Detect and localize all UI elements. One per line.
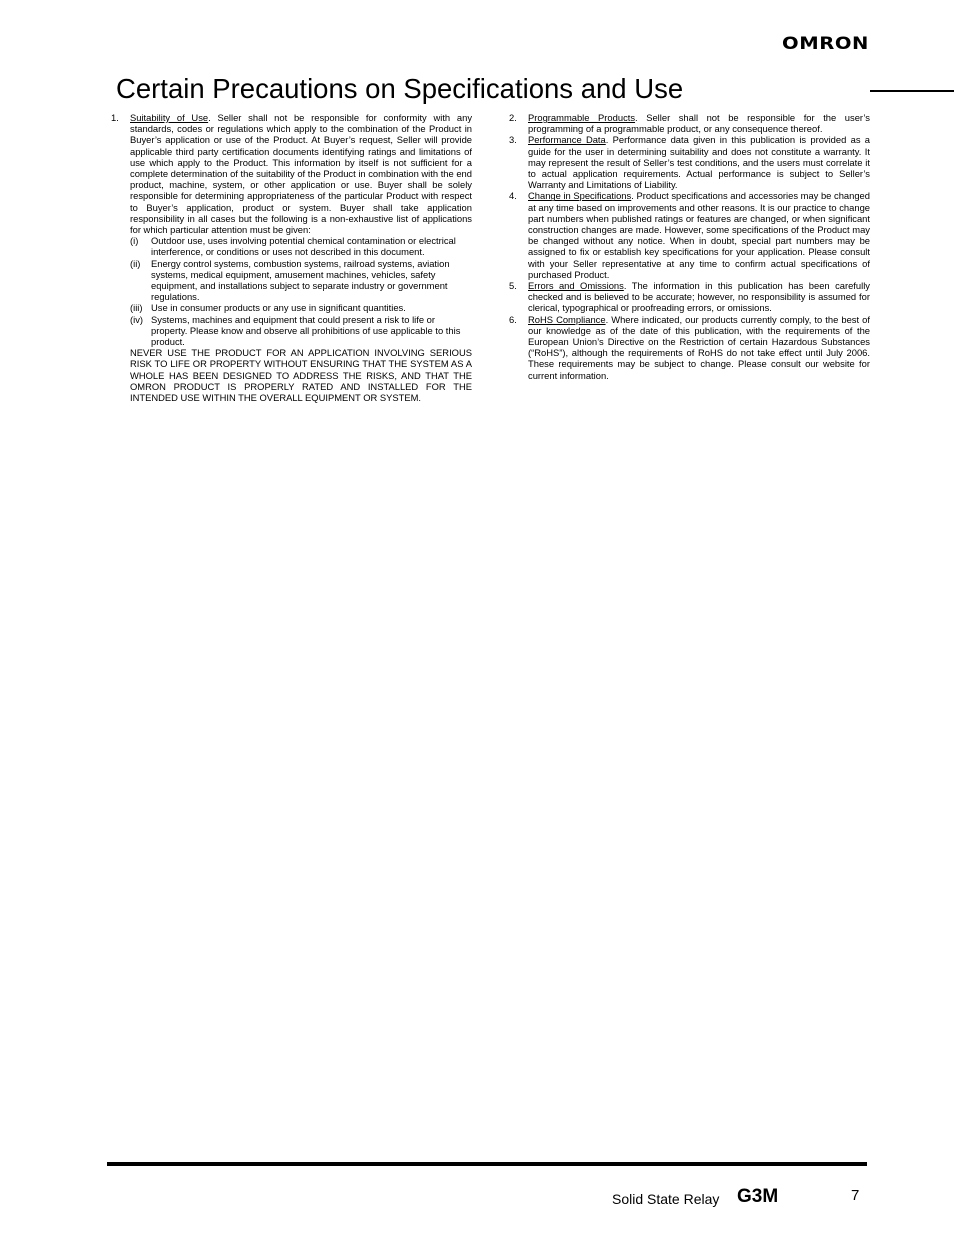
item-text: . Product specifications and accessories may be changed at any time based on improvements and other reasons. It is our practice to change part numbers when published ratings or features are changed, or when significant construction changes are made. However, some specifications of the Product may be changed without any notice. When in doubt, special part numbers may be assigned to fix or establish key specifications for your application. Please consult with your Seller representative at any time to confirm actual specifications of purchased Product. <box>528 190 870 280</box>
sub-item-number: (iv) <box>130 313 144 325</box>
sub-item-text: Systems, machines and equipment that could present a risk to life or property. Please know and observe all prohibitions of use applicable to this product. <box>151 313 461 348</box>
item-number: 6. <box>509 313 517 325</box>
footer-rule <box>107 1162 867 1166</box>
page-title: Certain Precautions on Specifications and Use <box>116 73 684 104</box>
list-item-rohs-compliance <box>509 314 870 381</box>
item-heading: Suitability of Use <box>130 112 209 123</box>
left-column <box>111 112 472 403</box>
item-heading: Programmable Products <box>528 112 636 123</box>
list-item-suitability <box>111 112 472 235</box>
item-heading: Change in Specifications <box>528 190 632 202</box>
page-number: 7 <box>851 1187 860 1204</box>
item-text: . Where indicated, our products currently comply, to the best of our knowledge as of the date of this publication, with the requirements of the European Union’s Directive on the Restriction of certain Hazardous Substances (“RoHS”), although the requirements of RoHS do not take effect until July 2006. These requirements may be subject to change. Please consult our website for current information. <box>528 313 870 381</box>
sub-item-number: (ii) <box>130 257 141 269</box>
sub-item <box>130 235 472 257</box>
sub-item <box>130 314 472 348</box>
sub-item <box>130 258 472 303</box>
item-number: 3. <box>509 134 517 146</box>
list-item-change-in-specifications <box>509 190 870 280</box>
sub-item-text: Energy control systems, combustion systems, railroad systems, aviation systems, medical equipment, amusement machines, vehicles, safety equipment, and installations subject to separate industry or government regulations. <box>151 257 450 303</box>
item-number: 5. <box>509 280 517 292</box>
sub-item-text: Outdoor use, uses involving potential chemical contamination or electrical interference, or conditions or uses not described in this document. <box>151 235 456 258</box>
warning-text: NEVER USE THE PRODUCT FOR AN APPLICATION INVOLVING SERIOUS RISK TO LIFE OR PROPERTY WITHOUT ENSURING THAT THE SYSTEM AS A WHOLE HAS BEEN DESIGNED TO ADDRESS THE RISKS, AND THAT THE OMRON PRODUCT IS PROPERLY RATED AND INSTALLED FOR THE INTENDED USE WITHIN THE OVERALL EQUIPMENT OR SYSTEM. <box>130 347 472 404</box>
sub-item-number: (i) <box>130 235 139 247</box>
list-item-programmable-products <box>509 112 870 134</box>
item-heading: Performance Data <box>528 134 606 146</box>
sub-item <box>130 302 472 313</box>
item-heading: Errors and Omissions <box>528 280 624 292</box>
omron-logo: OMRON <box>782 34 869 54</box>
item-text: . Performance data given in this publication is provided as a guide for the user in determining suitability and does not constitute a warranty. It may represent the result of Seller’s test conditions, and the users must correlate it to actual application requirements. Actual performance is subject to Seller’s Warranty and Limitations of Liability. <box>528 134 870 191</box>
right-column <box>509 112 870 381</box>
header-rule <box>870 90 954 92</box>
sub-item-number: (iii) <box>130 302 143 314</box>
item-number: 4. <box>509 190 517 202</box>
item-text: . Seller shall not be responsible for conformity with any standards, codes or regulations which apply to the combination of the Product in Buyer’s application or use of the Product. At Buyer’s request, Seller will provide applicable third party certification documents identifying ratings and limitations of use which apply to the Product. This information by itself is not sufficient for a complete determination of the suitability of the Product in combination with the end product, machine, system, or other application or use. Buyer shall be solely responsible for determining appropriateness of the particular Product with respect to Buyer’s application, product or system. Buyer shall take application responsibility in all cases but the following is a non-exhaustive list of applications for which particular attention must be given: <box>130 112 473 236</box>
item-number: 2. <box>509 112 517 123</box>
item-text: . Seller shall not be responsible for the user’s programming of a programmable product, or any consequence thereof. <box>528 112 870 135</box>
item-text: . The information in this publication has been carefully checked and is believed to be accurate; however, no responsibility is assumed for clerical, typographical or proofreading errors, or omissions. <box>528 280 870 314</box>
footer-model: G3M <box>737 1186 779 1207</box>
list-item-errors-and-omissions <box>509 280 870 314</box>
list-item-performance-data <box>509 134 870 190</box>
sub-item-text: Use in consumer products or any use in significant quantities. <box>151 302 406 314</box>
item-number: 1. <box>111 112 119 123</box>
item-heading: RoHS Compliance <box>528 313 606 325</box>
footer-product-label: Solid State Relay <box>612 1191 720 1207</box>
